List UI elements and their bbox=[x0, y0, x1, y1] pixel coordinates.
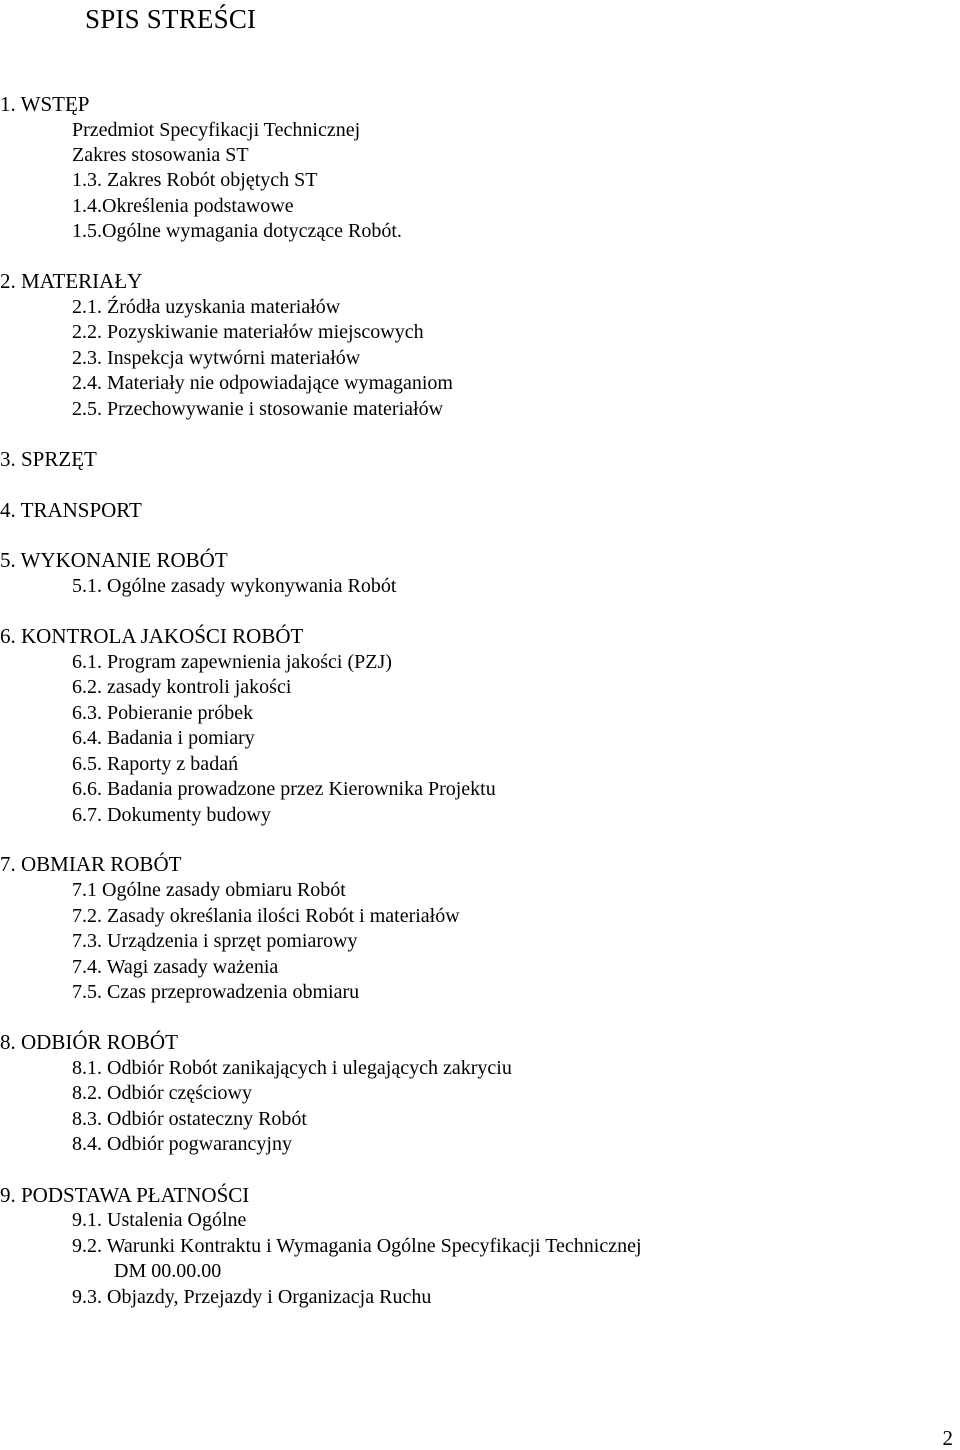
toc-section-7[interactable]: 7. OBMIAR ROBÓT bbox=[0, 852, 182, 876]
toc-subsection[interactable]: 8.3. Odbiór ostateczny Robót bbox=[72, 1108, 307, 1130]
toc-subsection[interactable]: Przedmiot Specyfikacji Technicznej bbox=[72, 119, 361, 141]
toc-subsection[interactable]: 9.1. Ustalenia Ogólne bbox=[72, 1209, 247, 1231]
toc-subsection[interactable]: 6.2. zasady kontroli jakości bbox=[72, 676, 292, 698]
toc-subsection[interactable]: 7.4. Wagi zasady ważenia bbox=[72, 956, 279, 978]
toc-section-2[interactable]: 2. MATERIAŁY bbox=[0, 269, 143, 293]
toc-subsection[interactable]: 2.4. Materiały nie odpowiadające wymaganiom bbox=[72, 372, 453, 394]
page-number: 2 bbox=[942, 1426, 953, 1450]
toc-subsection[interactable]: 5.1. Ogólne zasady wykonywania Robót bbox=[72, 575, 397, 597]
toc-subsection[interactable]: 1.4.Określenia podstawowe bbox=[72, 195, 294, 217]
toc-subsection[interactable]: 8.2. Odbiór częściowy bbox=[72, 1082, 252, 1104]
toc-subsection[interactable]: 6.3. Pobieranie próbek bbox=[72, 702, 254, 724]
toc-section-6[interactable]: 6. KONTROLA JAKOŚCI ROBÓT bbox=[0, 624, 304, 648]
toc-subsection[interactable]: 2.1. Źródła uzyskania materiałów bbox=[72, 296, 341, 318]
toc-subsection[interactable]: 1.5.Ogólne wymagania dotyczące Robót. bbox=[72, 220, 402, 242]
toc-subsection[interactable]: 6.5. Raporty z badań bbox=[72, 753, 239, 775]
toc-subsection[interactable]: 7.3. Urządzenia i sprzęt pomiarowy bbox=[72, 930, 358, 952]
toc-subsection-continuation: DM 00.00.00 bbox=[114, 1260, 222, 1282]
toc-subsection[interactable]: 9.3. Objazdy, Przejazdy i Organizacja Ruchu bbox=[72, 1286, 432, 1308]
toc-subsection[interactable]: 1.3. Zakres Robót objętych ST bbox=[72, 169, 318, 191]
toc-subsection[interactable]: 2.2. Pozyskiwanie materiałów miejscowych bbox=[72, 321, 424, 343]
toc-section-5[interactable]: 5. WYKONANIE ROBÓT bbox=[0, 548, 228, 572]
toc-subsection[interactable]: 7.1 Ogólne zasady obmiaru Robót bbox=[72, 879, 346, 901]
toc-subsection[interactable]: 8.1. Odbiór Robót zanikających i ulegających zakryciu bbox=[72, 1057, 512, 1079]
toc-subsection[interactable]: 6.1. Program zapewnienia jakości (PZJ) bbox=[72, 651, 392, 673]
toc-subsection[interactable]: 7.5. Czas przeprowadzenia obmiaru bbox=[72, 981, 360, 1003]
toc-subsection[interactable]: 2.3. Inspekcja wytwórni materiałów bbox=[72, 347, 361, 369]
toc-subsection[interactable]: Zakres stosowania ST bbox=[72, 144, 249, 166]
toc-subsection[interactable]: 9.2. Warunki Kontraktu i Wymagania Ogólne Specyfikacji Technicznej bbox=[72, 1235, 642, 1257]
toc-subsection[interactable]: 6.7. Dokumenty budowy bbox=[72, 804, 271, 826]
toc-subsection[interactable]: 6.6. Badania prowadzone przez Kierownika Projektu bbox=[72, 778, 496, 800]
page-title: SPIS STREŚCI bbox=[85, 4, 257, 34]
toc-subsection[interactable]: 6.4. Badania i pomiary bbox=[72, 727, 255, 749]
toc-section-8[interactable]: 8. ODBIÓR ROBÓT bbox=[0, 1030, 178, 1054]
toc-section-9[interactable]: 9. PODSTAWA PŁATNOŚCI bbox=[0, 1183, 250, 1207]
toc-subsection[interactable]: 2.5. Przechowywanie i stosowanie materiałów bbox=[72, 398, 444, 420]
toc-subsection[interactable]: 8.4. Odbiór pogwarancyjny bbox=[72, 1133, 292, 1155]
toc-section-4[interactable]: 4. TRANSPORT bbox=[0, 498, 142, 522]
toc-section-1[interactable]: 1. WSTĘP bbox=[0, 92, 90, 116]
toc-section-3[interactable]: 3. SPRZĘT bbox=[0, 447, 97, 471]
toc-subsection[interactable]: 7.2. Zasady określania ilości Robót i materiałów bbox=[72, 905, 460, 927]
